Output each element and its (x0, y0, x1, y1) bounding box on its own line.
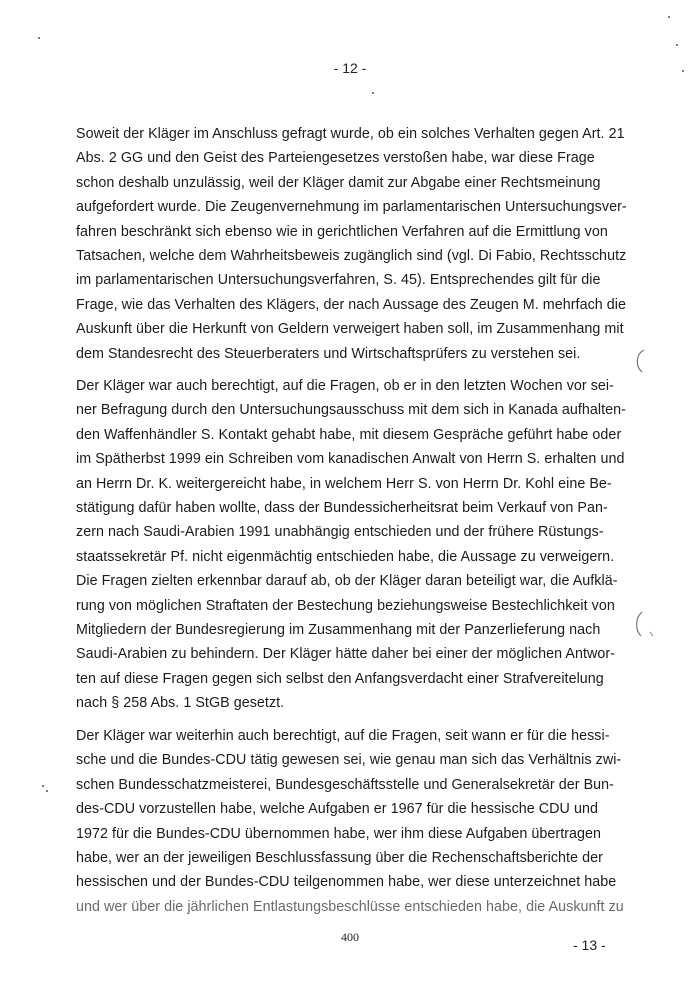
scan-speck (372, 92, 374, 94)
scan-speck (38, 37, 40, 39)
body-text-line: sche und die Bundes-CDU tätig gewesen sei, wie genau man sich das Verhältnis zwi- (76, 752, 622, 769)
archive-stamp-number: 400 (341, 930, 359, 944)
body-text-line: ten auf diese Fragen gegen sich selbst den Anfangsverdacht einer Strafvereitelung (76, 670, 604, 687)
body-text-line: dem Standesrecht des Steuerberaters und Wirtschaftsprüfers zu verstehen sei. (76, 345, 581, 362)
body-text-line: an Herrn Dr. K. weitergereicht habe, in welchem Herr S. von Herrn Dr. Kohl eine Be- (76, 475, 612, 492)
next-page-marker: - 13 - (573, 937, 606, 953)
body-text-line: Tatsachen, welche dem Wahrheitsbeweis zugänglich sind (vgl. Di Fabio, Rechtsschutz (76, 248, 627, 264)
body-text-line: zern nach Saudi-Arabien 1991 unabhängig entschieden und der frühere Rüstungs- (76, 524, 604, 541)
body-text-line: Soweit der Kläger im Anschluss gefragt wurde, ob ein solches Verhalten gegen Art. 21 (76, 126, 625, 142)
body-text-line: Auskunft über die Herkunft von Geldern verweigert haben soll, im Zusammenhang mit (76, 321, 624, 338)
body-text-line: im Spätherbst 1999 ein Schreiben vom kanadischen Anwalt von Herrn S. erhalten und (76, 451, 625, 468)
scan-speck (668, 16, 670, 18)
body-text-line: habe, wer an der jeweiligen Beschlussfassung über die Rechenschaftsberichte der (76, 850, 603, 866)
body-text-line: Abs. 2 GG und den Geist des Parteiengesetzes verstoßen habe, war diese Frage (76, 150, 595, 167)
body-text-line: des-CDU vorzustellen habe, welche Aufgaben er 1967 für die hessische CDU und (76, 801, 598, 818)
body-text-line: aufgefordert wurde. Die Zeugenvernehmung im parlamentarischen Untersuchungsver- (76, 199, 627, 216)
body-text-line: staatssekretär Pf. nicht eigenmächtig entschieden habe, die Aussage zu verweigern. (76, 548, 615, 565)
scan-speck (682, 70, 684, 72)
body-text-line: fahren beschränkt sich ebenso wie in gerichtlichen Verfahren auf die Ermittlung von (76, 223, 608, 240)
body-text-line: und wer über die jährlichen Entlastungsbeschlüsse entschieden habe, die Auskunft zu (76, 898, 624, 915)
body-text-line: Der Kläger war weiterhin auch berechtigt, auf die Fragen, seit wann er für die hessi- (76, 728, 610, 744)
body-text-line: stätigung dafür haben wollte, dass der Bundessicherheitsrat beim Verkauf von Pan- (76, 500, 608, 516)
body-text-line: nach § 258 Abs. 1 StGB gesetzt. (76, 695, 285, 712)
body-text-line: hessischen und der Bundes-CDU teilgenommen habe, wer diese unterzeichnet habe (76, 874, 617, 891)
body-text-line: ner Befragung durch den Untersuchungsausschuss mit dem sich in Kanada aufhalten- (76, 402, 626, 419)
body-text-line: den Waffenhändler S. Kontakt gehabt habe, mit diesem Gespräche geführt habe oder (76, 426, 622, 443)
punch-hole-mark-upper (632, 348, 652, 376)
body-text-line: schen Bundesschatzmeisterei, Bundesgeschäftsstelle und Generalsekretär der Bun- (76, 776, 614, 793)
body-text-line: rung von möglichen Straftaten der Bestechung beziehungsweise Bestechlichkeit von (76, 597, 615, 614)
body-text-line: Frage, wie das Verhalten des Klägers, der nach Aussage des Zeugen M. mehrfach die (76, 296, 627, 313)
body-text-line: 1972 für die Bundes-CDU übernommen habe, wer ihm diese Aufgaben übertragen (76, 825, 602, 842)
body-text-line: im parlamentarischen Untersuchungsverfahren, S. 45). Entsprechendes gilt für die (76, 272, 601, 289)
body-text-line: Der Kläger war auch berechtigt, auf die Fragen, ob er in den letzten Wochen vor sei- (76, 378, 614, 394)
scan-speck (676, 44, 678, 46)
scan-speck (46, 790, 48, 792)
body-text-line: schon deshalb unzulässig, weil der Kläger damit zur Abgabe einer Rechtsmeinung (76, 174, 601, 191)
body-text-line: Saudi-Arabien zu behindern. Der Kläger hätte daher bei einer der möglichen Antwor- (76, 646, 615, 663)
scan-speck (42, 785, 44, 787)
page-number-top: - 12 - (333, 60, 367, 76)
body-text-line: Mitgliedern der Bundesregierung im Zusammenhang mit der Panzerlieferung nach (76, 622, 601, 638)
body-text-line: Die Fragen zielten erkennbar darauf ab, ob der Kläger daran beteiligt war, die Aufklä- (76, 573, 618, 590)
punch-hole-mark-lower (632, 610, 656, 640)
